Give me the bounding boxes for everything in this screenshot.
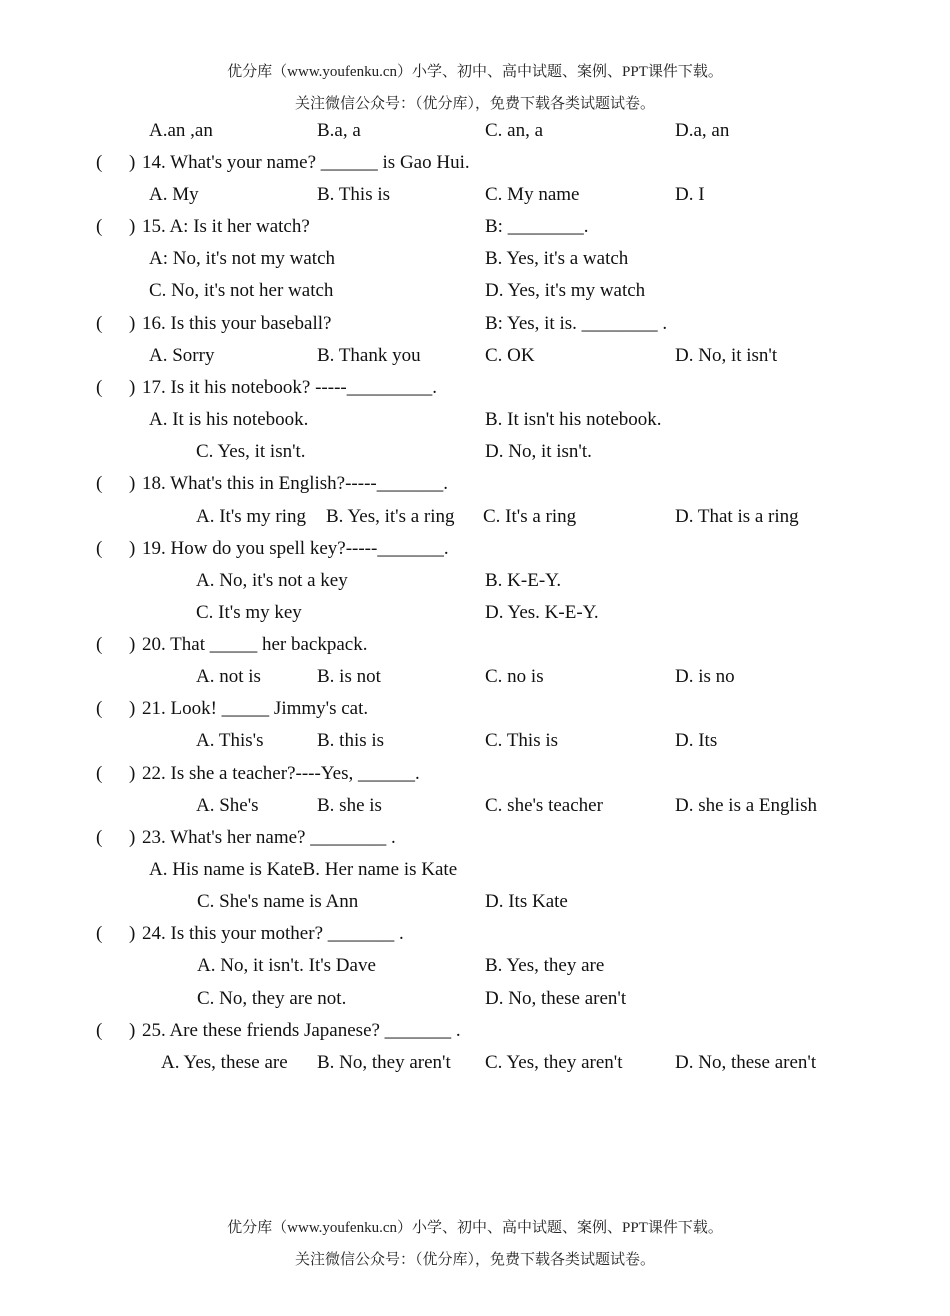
question-stem: 18. What's this in English?-----_______. <box>142 473 448 494</box>
option-a: A. not is <box>196 666 261 687</box>
option-a: A. Sorry <box>149 345 215 366</box>
question-23 <box>0 827 950 857</box>
question-21 <box>0 698 950 728</box>
question-13-options <box>0 120 950 150</box>
option-c: C. Yes, it isn't. <box>196 441 306 462</box>
question-stem: 16. Is this your baseball? <box>142 313 332 334</box>
question-21-options <box>0 730 950 760</box>
option-d: D. Yes. K-E-Y. <box>485 602 599 623</box>
option-b: B. It isn't his notebook. <box>485 409 662 430</box>
option-c: C. an, a <box>485 120 544 141</box>
answer-paren-open: ( <box>96 377 103 398</box>
question-25-options <box>0 1052 950 1082</box>
question-18 <box>0 473 950 503</box>
question-stem: 20. That _____ her backpack. <box>142 634 368 655</box>
answer-paren-close: ) <box>129 1020 136 1041</box>
question-22 <box>0 763 950 793</box>
option-c: C. It's a ring <box>483 506 577 527</box>
option-a: A. Yes, these are <box>161 1052 288 1073</box>
option-a: A.an ,an <box>149 120 213 141</box>
question-25 <box>0 1020 950 1050</box>
question-19-options-1 <box>0 570 950 600</box>
option-d: D.a, an <box>675 120 730 141</box>
option-a: A. It is his notebook. <box>149 409 309 430</box>
answer-paren-close: ) <box>129 538 136 559</box>
question-15-options-1 <box>0 248 950 278</box>
option-c: C. This is <box>485 730 559 751</box>
option-b: B.a, a <box>317 120 361 141</box>
question-20 <box>0 634 950 664</box>
option-b: B. Yes, they are <box>485 955 605 976</box>
question-stem: 25. Are these friends Japanese? _______ . <box>142 1020 461 1041</box>
question-19-options-2 <box>0 602 950 632</box>
question-24-options-1 <box>0 955 950 985</box>
question-19 <box>0 538 950 568</box>
question-reply: B: Yes, it is. ________ . <box>485 313 668 334</box>
question-stem: 22. Is she a teacher?----Yes, ______. <box>142 763 420 784</box>
option-c: C. Yes, they aren't <box>485 1052 623 1073</box>
answer-paren-close: ) <box>129 152 136 173</box>
question-24 <box>0 923 950 953</box>
answer-paren-open: ( <box>96 763 103 784</box>
answer-paren-open: ( <box>96 827 103 848</box>
answer-paren-open: ( <box>96 313 103 334</box>
answer-paren-close: ) <box>129 216 136 237</box>
answer-paren-close: ) <box>129 313 136 334</box>
question-17-options-2 <box>0 441 950 471</box>
option-b: B. This is <box>317 184 391 205</box>
option-b: B. K-E-Y. <box>485 570 562 591</box>
question-14-options <box>0 184 950 214</box>
question-23-options-2 <box>0 891 950 921</box>
option-d: D. I <box>675 184 705 205</box>
option-c: C. No, it's not her watch <box>149 280 334 301</box>
answer-paren-open: ( <box>96 698 103 719</box>
option-c: C. she's teacher <box>485 795 603 816</box>
question-14 <box>0 152 950 182</box>
question-22-options <box>0 795 950 825</box>
question-15 <box>0 216 950 246</box>
option-a: A. No, it isn't. It's Dave <box>197 955 376 976</box>
question-15-options-2 <box>0 280 950 310</box>
option-b: B. Yes, it's a watch <box>485 248 629 269</box>
option-d: D. No, it isn't <box>675 345 778 366</box>
answer-paren-close: ) <box>129 473 136 494</box>
answer-paren-close: ) <box>129 763 136 784</box>
option-c: C. no is <box>485 666 544 687</box>
option-d: D. Yes, it's my watch <box>485 280 646 301</box>
option-d: D. Its <box>675 730 718 751</box>
answer-paren-close: ) <box>129 827 136 848</box>
answer-paren-open: ( <box>96 152 103 173</box>
option-a: A. She's <box>196 795 259 816</box>
header-line-2: 关注微信公众号：（优分库），免费下载各类试题试卷。 <box>294 96 655 112</box>
question-stem: 21. Look! _____ Jimmy's cat. <box>142 698 369 719</box>
option-c: C. No, they are not. <box>197 988 347 1009</box>
option-d: D. No, these aren't <box>675 1052 817 1073</box>
footer-line-2: 关注微信公众号：（优分库），免费下载各类试题试卷。 <box>294 1252 655 1268</box>
option-b: B. No, they aren't <box>317 1052 451 1073</box>
question-16 <box>0 313 950 343</box>
option-a: A: No, it's not my watch <box>149 248 336 269</box>
option-d: D. No, it isn't. <box>485 441 592 462</box>
option-b: B. Thank you <box>317 345 421 366</box>
option-a: A. This's <box>196 730 264 751</box>
option-a: A. No, it's not a key <box>196 570 348 591</box>
footer-line-1: 优分库（www.youfenku.cn）小学、初中、高中试题、案例、PPT课件下载。 <box>227 1220 723 1236</box>
answer-paren-close: ) <box>129 698 136 719</box>
option-d: D. No, these aren't <box>485 988 627 1009</box>
question-16-options <box>0 345 950 375</box>
question-stem: 17. Is it his notebook? -----_________. <box>142 377 437 398</box>
option-d: D. she is a English <box>675 795 817 816</box>
option-a-b: A. His name is KateB. Her name is Kate <box>149 859 458 880</box>
question-stem: 15. A: Is it her watch? <box>142 216 310 237</box>
question-20-options <box>0 666 950 696</box>
question-reply: B: ________. <box>485 216 589 237</box>
option-d: D. That is a ring <box>675 506 799 527</box>
answer-paren-open: ( <box>96 1020 103 1041</box>
option-b: B. this is <box>317 730 385 751</box>
option-b: B. she is <box>317 795 382 816</box>
option-d: D. Its Kate <box>485 891 568 912</box>
question-23-options-1 <box>0 859 950 889</box>
option-b: B. Yes, it's a ring <box>326 506 455 527</box>
option-d: D. is no <box>675 666 735 687</box>
answer-paren-open: ( <box>96 216 103 237</box>
option-a: A. My <box>149 184 199 205</box>
answer-paren-close: ) <box>129 923 136 944</box>
option-c: C. My name <box>485 184 580 205</box>
answer-paren-close: ) <box>129 634 136 655</box>
question-stem: 24. Is this your mother? _______ . <box>142 923 404 944</box>
option-c: C. She's name is Ann <box>197 891 359 912</box>
option-a: A. It's my ring <box>196 506 307 527</box>
question-17 <box>0 377 950 407</box>
option-b: B. is not <box>317 666 381 687</box>
answer-paren-open: ( <box>96 473 103 494</box>
question-stem: 23. What's her name? ________ . <box>142 827 396 848</box>
option-c: C. It's my key <box>196 602 302 623</box>
answer-paren-open: ( <box>96 923 103 944</box>
question-24-options-2 <box>0 988 950 1018</box>
answer-paren-close: ) <box>129 377 136 398</box>
answer-paren-open: ( <box>96 634 103 655</box>
question-stem: 14. What's your name? ______ is Gao Hui. <box>142 152 470 173</box>
question-18-options <box>0 506 950 536</box>
answer-paren-open: ( <box>96 538 103 559</box>
header-line-1: 优分库（www.youfenku.cn）小学、初中、高中试题、案例、PPT课件下载。 <box>227 64 723 80</box>
option-c: C. OK <box>485 345 535 366</box>
question-stem: 19. How do you spell key?-----_______. <box>142 538 449 559</box>
question-17-options-1 <box>0 409 950 439</box>
